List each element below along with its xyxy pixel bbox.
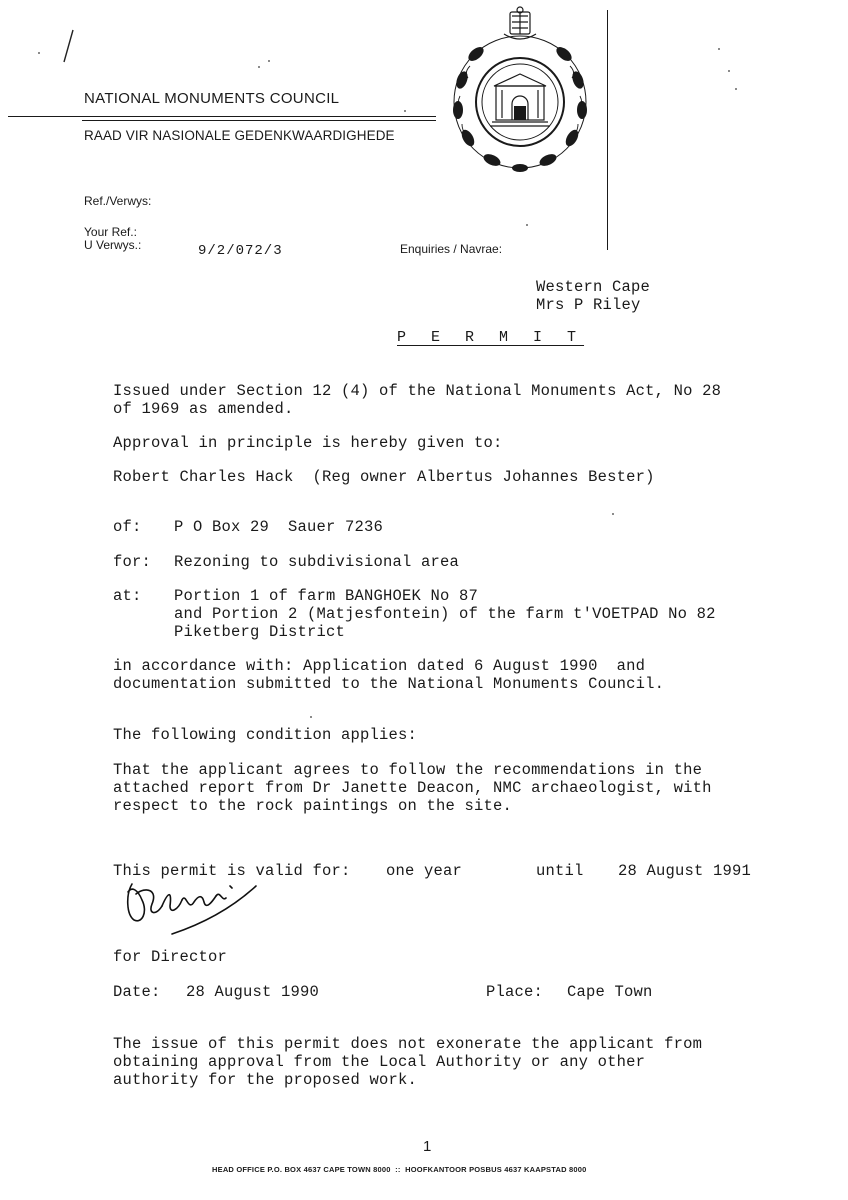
- applicant-line: Robert Charles Hack (Reg owner Albertus Johannes Bester): [113, 468, 655, 486]
- letterhead-rule-bottom: [82, 120, 436, 121]
- condition-intro: The following condition applies:: [113, 726, 418, 744]
- letterhead-vertical-rule: [607, 10, 608, 250]
- your-ref-value: 9/2/072/3: [198, 243, 283, 259]
- at-line-1: Portion 1 of farm BANGHOEK No 87: [174, 587, 479, 605]
- approval-line: Approval in principle is hereby given to:: [113, 434, 503, 452]
- your-ref-label: Your Ref.:: [84, 225, 137, 239]
- scan-speck: [526, 224, 528, 226]
- valid-label: This permit is valid for:: [113, 862, 351, 880]
- letterhead-org-af: RAAD VIR NASIONALE GEDENKWAARDIGHEDE: [84, 128, 395, 143]
- scan-speck: [310, 716, 312, 718]
- scan-speck: [718, 48, 720, 50]
- scan-speck: [728, 70, 730, 72]
- of-value: P O Box 29 Sauer 7236: [174, 518, 384, 536]
- at-label: at:: [113, 587, 142, 605]
- enquiries-label: Enquiries / Navrae:: [400, 242, 503, 256]
- addressee-region: Western Cape: [536, 278, 651, 296]
- director-signature: [112, 872, 262, 942]
- scan-speck: [38, 52, 40, 54]
- scan-speck: [268, 60, 270, 62]
- addressee-name: Mrs P Riley: [536, 296, 641, 314]
- for-label: for:: [113, 553, 152, 571]
- u-verwys-label: U Verwys.:: [84, 238, 142, 252]
- pen-mark: [58, 28, 78, 64]
- at-line-2: and Portion 2 (Matjesfontein) of the farm t'VOETPAD No 82: [174, 605, 716, 623]
- condition-line-3: respect to the rock paintings on the site.: [113, 797, 513, 815]
- issued-line-2: of 1969 as amended.: [113, 400, 294, 418]
- footer-address: HEAD OFFICE P.O. BOX 4637 CAPE TOWN 8000 :: HOOFKANTOOR POSBUS 4637 KAAPSTAD 8000: [212, 1165, 587, 1174]
- date-value: 28 August 1990: [186, 983, 320, 1001]
- place-label: Place:: [486, 983, 544, 1001]
- letterhead-org-en: NATIONAL MONUMENTS COUNCIL: [84, 90, 340, 107]
- condition-line-2: attached report from Dr Janette Deacon, NMC archaeologist, with: [113, 779, 712, 797]
- date-label: Date:: [113, 983, 161, 1001]
- letterhead-rule-top: [8, 116, 436, 117]
- condition-line-1: That the applicant agrees to follow the recommendations in the: [113, 761, 703, 779]
- scan-speck: [258, 66, 260, 68]
- valid-value: one year: [386, 862, 463, 880]
- scan-speck: [612, 513, 614, 515]
- until-label: until: [536, 862, 584, 880]
- of-label: of:: [113, 518, 142, 536]
- accordance-line-2: documentation submitted to the National Monuments Council.: [113, 675, 665, 693]
- issued-line-1: Issued under Section 12 (4) of the National Monuments Act, No 28: [113, 382, 722, 400]
- nmc-emblem: [440, 6, 600, 176]
- disclaimer-line-3: authority for the proposed work.: [113, 1071, 418, 1089]
- accordance-line-1: in accordance with: Application dated 6 August 1990 and: [113, 657, 646, 675]
- page-number: 1: [423, 1138, 432, 1155]
- scan-speck: [735, 88, 737, 90]
- disclaimer-line-1: The issue of this permit does not exonerate the applicant from: [113, 1035, 703, 1053]
- at-line-3: Piketberg District: [174, 623, 346, 641]
- place-value: Cape Town: [567, 983, 653, 1001]
- ref-label: Ref./Verwys:: [84, 194, 152, 208]
- scan-speck: [404, 110, 406, 112]
- disclaimer-line-2: obtaining approval from the Local Authority or any other: [113, 1053, 646, 1071]
- for-value: Rezoning to subdivisional area: [174, 553, 460, 571]
- for-director: for Director: [113, 948, 228, 966]
- until-value: 28 August 1991: [618, 862, 752, 880]
- permit-title: P E R M I T: [397, 329, 585, 346]
